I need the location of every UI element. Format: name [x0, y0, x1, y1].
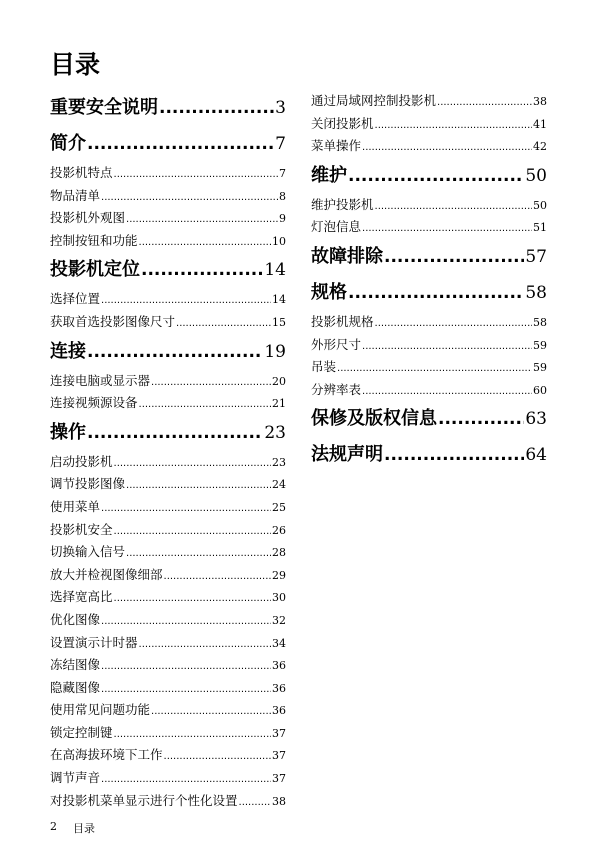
toc-entry-title: 通过局域网控制投影机: [311, 93, 437, 108]
toc-page-number: 36: [272, 704, 286, 718]
toc-dot-leader: [362, 336, 532, 357]
toc-entry-title: 控制按钮和功能: [50, 232, 138, 248]
toc-dot-leader: [164, 566, 271, 587]
toc-entry-title: 连接视频源设备: [50, 395, 138, 411]
toc-dot-leader: [164, 746, 271, 767]
toc-chapter-entry[interactable]: [50, 415, 286, 451]
toc-page-number: 23: [272, 455, 286, 469]
toc-entry-title: 外形尺寸: [311, 336, 362, 352]
toc-entry-title: 维护: [311, 164, 347, 186]
toc-dot-leader: [176, 313, 271, 334]
footer-page-number: 2: [50, 820, 57, 833]
toc-chapter-entry[interactable]: [50, 90, 286, 126]
toc-page-number: 60: [533, 383, 547, 397]
toc-section-entry[interactable]: [311, 311, 547, 334]
toc-dot-leader: [139, 634, 271, 655]
toc-section-entry[interactable]: [311, 135, 547, 158]
toc-entry-title: 冻结图像: [50, 657, 101, 673]
toc-page-number: 36: [272, 681, 286, 695]
toc-entry-title: 获取首选投影图像尺寸: [50, 313, 176, 329]
toc-section-entry[interactable]: [50, 207, 286, 230]
toc-page-number: 38: [533, 95, 547, 108]
toc-page-number: 19: [264, 341, 286, 362]
toc-entry-title: 投影机安全: [50, 521, 113, 537]
toc-section-entry[interactable]: [311, 379, 547, 402]
toc-page-number: 57: [525, 246, 547, 267]
toc-section-entry[interactable]: [311, 113, 547, 136]
toc-dot-leader: [141, 252, 263, 288]
toc-dot-leader: [114, 724, 271, 745]
toc-dot-leader: [151, 701, 271, 722]
toc-section-entry[interactable]: [311, 334, 547, 357]
page-footer: [50, 820, 95, 836]
toc-section-entry[interactable]: [50, 230, 286, 253]
toc-page-number: 30: [272, 591, 286, 605]
toc-entry-title: 对投影机菜单显示进行个性化设置: [50, 792, 238, 808]
toc-entry-title: 隐藏图像: [50, 679, 101, 695]
toc-entry-title: 维护投影机: [311, 196, 374, 212]
toc-entry-title: 启动投影机: [50, 453, 113, 469]
toc-dot-leader: [362, 137, 532, 158]
toc-entry-title: 调节声音: [50, 770, 101, 786]
toc-section-entry[interactable]: [50, 541, 286, 564]
toc-entry-title: 灯泡信息: [311, 219, 362, 235]
footer-label: 目录: [73, 822, 95, 835]
toc-entry-title: 关闭投影机: [311, 115, 374, 131]
toc-entry-title: 操作: [50, 421, 86, 443]
toc-entry-title: 投影机特点: [50, 165, 113, 180]
toc-dot-leader: [348, 275, 524, 311]
toc-page-number: 42: [533, 140, 547, 154]
toc-dot-leader: [437, 92, 532, 113]
toc-page-number: 10: [272, 234, 286, 248]
toc-entry-title: 使用菜单: [50, 498, 101, 514]
toc-entry-title: 设置演示计时器: [50, 634, 138, 650]
toc-section-entry[interactable]: [50, 677, 286, 700]
toc-dot-leader: [151, 372, 271, 393]
toc-page-number: 20: [272, 374, 286, 388]
toc-dot-leader: [384, 239, 524, 275]
toc-page-number: 50: [533, 198, 547, 212]
toc-section-entry[interactable]: [50, 473, 286, 496]
toc-page-number: 50: [525, 165, 547, 186]
toc-section-entry[interactable]: [50, 162, 286, 185]
toc-page-number: 29: [272, 568, 286, 582]
toc-entry-title: 在高海拔环境下工作: [50, 747, 163, 763]
page-title: 目录: [50, 50, 101, 79]
toc-entry-title: 吊装: [311, 359, 337, 375]
toc-page-number: 37: [272, 726, 286, 740]
toc-dot-leader: [348, 158, 524, 194]
toc-dot-leader: [101, 769, 271, 790]
toc-entry-title: 选择位置: [50, 291, 101, 307]
toc-section-entry[interactable]: [311, 356, 547, 379]
toc-section-entry[interactable]: [50, 744, 286, 767]
toc-page-number: 28: [272, 546, 286, 560]
toc-section-entry[interactable]: [50, 564, 286, 587]
toc-dot-leader: [126, 475, 271, 496]
toc-chapter-entry[interactable]: [311, 401, 547, 437]
toc-section-entry[interactable]: [50, 609, 286, 632]
toc-page-number: 8: [279, 189, 286, 203]
toc-page-number: 25: [272, 500, 286, 514]
toc-entry-title: 调节投影图像: [50, 476, 126, 492]
toc-chapter-entry[interactable]: [311, 437, 547, 473]
toc-entry-title: 使用常见问题功能: [50, 702, 151, 718]
toc-entry-title: 规格: [311, 281, 347, 303]
toc-dot-leader: [139, 394, 271, 415]
toc-section-entry[interactable]: [311, 216, 547, 239]
toc-section-entry[interactable]: [50, 311, 286, 334]
toc-section-entry[interactable]: [50, 790, 286, 813]
toc-chapter-entry[interactable]: [50, 252, 286, 288]
toc-page-number: 38: [272, 794, 286, 808]
toc-page-number: 37: [272, 749, 286, 763]
toc-entry-title: 优化图像: [50, 611, 101, 627]
toc-section-entry[interactable]: [50, 722, 286, 745]
toc-entry-title: 保修及版权信息: [311, 408, 437, 430]
toc-dot-leader: [101, 611, 271, 632]
toc-dot-leader: [362, 381, 532, 402]
toc-chapter-entry[interactable]: [50, 126, 286, 162]
toc-section-entry[interactable]: [50, 654, 286, 677]
toc-entry-title: 重要安全说明: [50, 97, 158, 118]
toc-section-entry[interactable]: [50, 699, 286, 722]
toc-section-entry[interactable]: [50, 586, 286, 609]
toc-chapter-entry[interactable]: [50, 334, 286, 370]
toc-left-column: [50, 90, 286, 812]
toc-dot-leader: [101, 679, 271, 700]
toc-section-entry[interactable]: [50, 632, 286, 655]
toc-right-column: [311, 90, 547, 473]
toc-page-number: 9: [279, 212, 286, 226]
toc-dot-leader: [114, 521, 271, 542]
toc-page-number: 32: [272, 613, 286, 627]
toc-chapter-entry[interactable]: [311, 158, 547, 194]
toc-dot-leader: [114, 164, 278, 185]
toc-dot-leader: [375, 196, 532, 217]
toc-page-number: 3: [275, 98, 286, 118]
toc-entry-title: 切换输入信号: [50, 544, 126, 560]
toc-entry-title: 简介: [50, 133, 86, 154]
toc-page-number: 15: [272, 315, 286, 329]
toc-entry-title: 选择宽高比: [50, 589, 113, 605]
toc-page-number: 7: [275, 134, 286, 154]
toc-section-entry[interactable]: [50, 519, 286, 542]
toc-dot-leader: [87, 415, 263, 451]
toc-page-number: 64: [525, 445, 547, 466]
toc-section-entry[interactable]: [50, 392, 286, 415]
toc-page-number: 14: [272, 293, 286, 307]
toc-section-entry[interactable]: [50, 496, 286, 519]
toc-dot-leader: [101, 498, 271, 519]
toc-page-number: 7: [279, 167, 286, 180]
toc-entry-title: 放大并检视图像细部: [50, 566, 163, 582]
toc-chapter-entry[interactable]: [311, 275, 547, 311]
toc-dot-leader: [87, 334, 263, 370]
toc-entry-title: 锁定控制键: [50, 724, 113, 740]
toc-page-number: 59: [533, 338, 547, 352]
toc-page-number: 51: [533, 221, 547, 235]
toc-page-number: 58: [525, 282, 547, 303]
toc-page-number: 34: [272, 636, 286, 650]
toc-dot-leader: [126, 543, 271, 564]
toc-dot-leader: [139, 232, 271, 253]
toc-section-entry[interactable]: [311, 194, 547, 217]
toc-dot-leader: [438, 401, 524, 437]
toc-page-number: 26: [272, 523, 286, 537]
toc-page-number: 24: [272, 478, 286, 492]
toc-section-entry[interactable]: [50, 767, 286, 790]
toc-entry-title: 投影机外观图: [50, 210, 126, 226]
toc-section-entry[interactable]: [50, 451, 286, 474]
toc-dot-leader: [114, 453, 271, 474]
toc-entry-title: 菜单操作: [311, 138, 362, 154]
toc-dot-leader: [114, 588, 271, 609]
toc-dot-leader: [337, 358, 532, 379]
toc-dot-leader: [362, 218, 532, 239]
toc-dot-leader: [101, 656, 271, 677]
toc-page-number: 14: [264, 260, 286, 281]
toc-page-number: 59: [533, 361, 547, 375]
toc-dot-leader: [126, 209, 278, 230]
toc-entry-title: 连接电脑或显示器: [50, 372, 151, 388]
toc-page-number: 37: [272, 772, 286, 786]
toc-page-number: 21: [272, 397, 286, 411]
toc-dot-leader: [375, 313, 532, 334]
toc-page-number: 58: [533, 315, 547, 329]
toc-section-entry[interactable]: [50, 370, 286, 393]
toc-section-entry[interactable]: [311, 90, 547, 113]
toc-page-number: 36: [272, 659, 286, 673]
toc-entry-title: 物品清单: [50, 187, 101, 203]
toc-entry-title: 故障排除: [311, 245, 383, 267]
toc-section-entry[interactable]: [50, 288, 286, 311]
toc-entry-title: 投影机规格: [311, 313, 374, 329]
toc-section-entry[interactable]: [50, 185, 286, 208]
toc-dot-leader: [87, 126, 274, 162]
toc-entry-title: 投影机定位: [50, 259, 140, 281]
toc-dot-leader: [384, 437, 524, 473]
toc-dot-leader: [101, 187, 278, 208]
toc-dot-leader: [239, 792, 271, 813]
toc-dot-leader: [159, 90, 274, 126]
toc-dot-leader: [101, 290, 271, 311]
toc-page-number: 23: [264, 422, 286, 443]
toc-dot-leader: [375, 115, 532, 136]
toc-entry-title: 分辨率表: [311, 381, 362, 397]
toc-page-number: 41: [533, 117, 547, 131]
toc-page-number: 63: [525, 409, 547, 430]
toc-chapter-entry[interactable]: [311, 239, 547, 275]
toc-entry-title: 连接: [50, 340, 86, 362]
toc-entry-title: 法规声明: [311, 444, 383, 466]
